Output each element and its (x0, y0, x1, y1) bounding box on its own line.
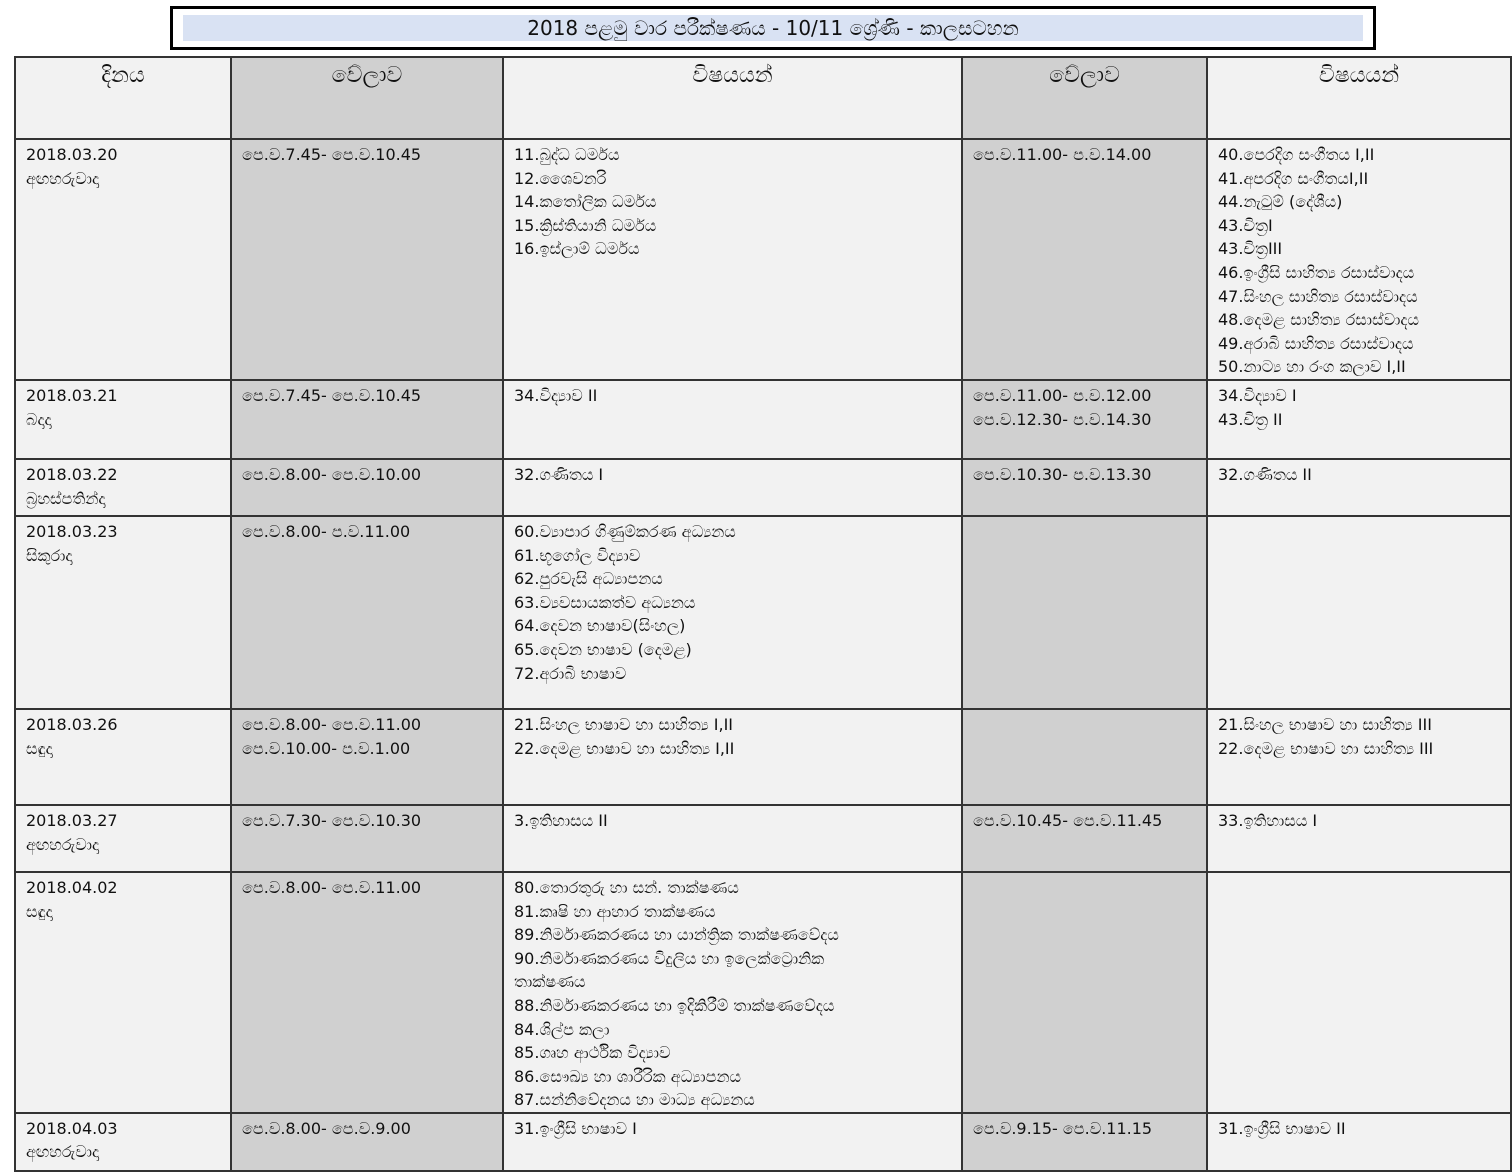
time-cell-1 (231, 872, 503, 1113)
time-slot: පෙ.ව.7.45- පෙ.ව.10.45 (242, 385, 422, 405)
subject-item: 32.ගණිතය II (1218, 464, 1312, 484)
time-cell-1 (231, 459, 503, 516)
subjects-cell-1 (503, 139, 962, 380)
subject-item: 47.සිංහල සාහිත්‍ය රසාස්වාදය (1218, 286, 1418, 306)
time-cell-1 (231, 709, 503, 805)
subject-item: තාක්ෂණය (514, 972, 586, 992)
header-subjects-2: විෂයයන් (1207, 57, 1511, 139)
time-cell-1 (231, 1113, 503, 1171)
subjects-cell-1 (503, 459, 962, 516)
subject-item: 43.චිත්‍ර II (1218, 409, 1283, 429)
header-subjects-1: විෂයයන් (503, 57, 962, 139)
subject-item: 80.තොරතුරු හා සන්. තාක්ෂණය (514, 877, 739, 897)
subject-item: 88.නිර්මාණකරණය හා ඉදිකිරීම් තාක්ෂණවේදය (514, 995, 835, 1015)
time-slot: පෙ.ව.8.00- පෙ.ව.9.00 (242, 1118, 411, 1138)
table-row (15, 709, 1511, 805)
subject-item: 43.චිත්‍රI (1218, 215, 1273, 235)
subject-item: 46.ඉංග්‍රීසි සාහිත්‍ය රසාස්වාදය (1218, 262, 1415, 282)
date-cell (15, 516, 231, 709)
table-row (15, 872, 1511, 1113)
time-slot: පෙ.ව.11.00- ප.ව.14.00 (973, 145, 1152, 164)
subject-item: 43.චිත්‍රIII (1218, 239, 1283, 259)
time-cell-2 (962, 516, 1207, 709)
time-cell-2 (962, 459, 1207, 516)
table-row (15, 516, 1511, 709)
subject-item: 21.සිංහල භාෂාව හා සාහිත්‍ය III (1218, 714, 1432, 734)
table-row (15, 1113, 1511, 1171)
subject-item: 31.ඉංග්‍රීසි භාෂාව II (1218, 1118, 1346, 1138)
exam-weekday: අඟහරුවාදා (26, 1142, 100, 1162)
subjects-cell-1 (503, 709, 962, 805)
subjects-cell-2 (1207, 380, 1511, 459)
subject-item: 48.දෙමළ සාහිත්‍ය රසාස්වාදය (1218, 310, 1419, 330)
date-cell (15, 709, 231, 805)
date-cell (15, 872, 231, 1113)
exam-date: 2018.04.03 (26, 1118, 118, 1138)
subject-item: 41.අපරදිග සංගීතයI,II (1218, 168, 1369, 188)
subject-item: 34.විද්‍යාව II (514, 385, 598, 405)
subject-item: 44.නැටුම් (දේශීය) (1218, 192, 1343, 212)
time-slot: පෙ.ව.10.00- ප.ව.1.00 (242, 738, 411, 758)
subject-item: 72.අරාබි භාෂාව (514, 663, 627, 683)
exam-weekday: බ්‍රහස්පතින්දා (26, 488, 106, 508)
table-row (15, 805, 1511, 872)
time-cell-1 (231, 139, 503, 380)
time-slot: පෙ.ව.8.00- පෙ.ව.10.00 (242, 464, 422, 484)
subjects-cell-2 (1207, 139, 1511, 380)
time-cell-2 (962, 380, 1207, 459)
time-slot: පෙ.ව.10.30- ප.ව.13.30 (973, 464, 1152, 484)
subject-item: 87.සන්නිවේදනය හා මාධ්‍ය අධ්‍යනය (514, 1090, 755, 1110)
date-cell (15, 805, 231, 872)
time-slot: පෙ.ව.8.00- පෙ.ව.11.00 (242, 877, 422, 897)
header-time-2: වේලාව (962, 57, 1207, 139)
time-slot: පෙ.ව.10.45- පෙ.ව.11.45 (973, 810, 1163, 830)
exam-date: 2018.04.02 (26, 877, 118, 897)
time-cell-2 (962, 1113, 1207, 1171)
subject-item: 31.ඉංග්‍රීසි භාෂාව I (514, 1118, 637, 1138)
subjects-cell-2 (1207, 709, 1511, 805)
subject-item: 22.දෙමළ භාෂාව හා සාහිත්‍ය I,II (514, 738, 735, 758)
subject-item: 14.කතෝලික ධර්මය (514, 192, 657, 212)
time-cell-1 (231, 805, 503, 872)
subject-item: 11.බුද්ධ ධර්මය (514, 145, 620, 164)
title-frame (170, 6, 1376, 50)
time-slot: පෙ.ව.7.45- පෙ.ව.10.45 (242, 145, 422, 164)
exam-weekday: බදාදා (26, 409, 52, 429)
subjects-cell-2 (1207, 459, 1511, 516)
table-row (15, 380, 1511, 459)
subject-item: 32.ගණිතය I (514, 464, 604, 484)
subject-item: 3.ඉතිහාසය II (514, 810, 608, 830)
subjects-cell-1 (503, 805, 962, 872)
exam-date: 2018.03.23 (26, 521, 118, 541)
subject-item: 22.දෙමළ භාෂාව හා සාහිත්‍ය III (1218, 738, 1434, 758)
exam-date: 2018.03.22 (26, 464, 118, 484)
subject-item: 84.ශිල්ප කලා (514, 1019, 610, 1039)
exam-weekday: අඟහරුවාදා (26, 168, 100, 188)
table-row (15, 459, 1511, 516)
table-row (15, 139, 1511, 380)
time-slot: පෙ.ව.7.30- පෙ.ව.10.30 (242, 810, 422, 830)
subject-item: 64.දෙවන භාෂාව(සිංහල) (514, 616, 686, 636)
subject-item: 63.ව්‍යවසායකත්ව අධ්‍යනය (514, 592, 696, 612)
time-slot: පෙ.ව.8.00- පෙ.ව.11.00 (242, 714, 422, 734)
time-cell-2 (962, 709, 1207, 805)
time-cell-1 (231, 516, 503, 709)
subject-item: 85.ගෘහ ආර්ථික විද්‍යාව (514, 1043, 671, 1063)
subject-item: 40.පෙරදිග සංගීතය I,II (1218, 145, 1375, 164)
time-slot: පෙ.ව.8.00- ප.ව.11.00 (242, 521, 411, 541)
date-cell (15, 380, 231, 459)
subject-item: 62.පුරවැසි අධ්‍යාපනය (514, 569, 663, 589)
time-cell-1 (231, 380, 503, 459)
header-date: දිනය (15, 57, 231, 139)
subjects-cell-1 (503, 1113, 962, 1171)
subjects-cell-2 (1207, 1113, 1511, 1171)
time-slot: පෙ.ව.9.15- පෙ.ව.11.15 (973, 1118, 1153, 1138)
subjects-cell-1 (503, 516, 962, 709)
subjects-cell-1 (503, 872, 962, 1113)
subject-item: 61.භූගෝල විද්‍යාව (514, 545, 641, 565)
subject-item: 50.නාට්‍ය හා රංග කලාව I,II (1218, 357, 1406, 377)
subjects-cell-2 (1207, 805, 1511, 872)
header-time-1: වේලාව (231, 57, 503, 139)
date-cell (15, 1113, 231, 1171)
time-slot: පෙ.ව.11.00- ප.ව.12.00 (973, 385, 1152, 405)
subject-item: 34.විද්‍යාව I (1218, 385, 1297, 405)
exam-date: 2018.03.20 (26, 145, 118, 164)
date-cell (15, 139, 231, 380)
subject-item: 16.ඉස්ලාම් ධර්මය (514, 239, 640, 259)
subject-item: 65.දෙවන භාෂාව (දෙමළ) (514, 639, 692, 659)
time-cell-2 (962, 139, 1207, 380)
time-cell-2 (962, 805, 1207, 872)
exam-date: 2018.03.27 (26, 810, 118, 830)
exam-weekday: සඳුදා (26, 901, 53, 921)
exam-weekday: සිකුරාදා (26, 545, 73, 565)
exam-date: 2018.03.26 (26, 714, 118, 734)
exam-timetable (14, 56, 1512, 1172)
date-cell (15, 459, 231, 516)
subject-item: 12.ශෛවනරි (514, 168, 607, 188)
subject-item: 81.කෘෂි හා ආහාර තාක්ෂණය (514, 901, 716, 921)
time-slot: පෙ.ව.12.30- ප.ව.14.30 (973, 409, 1152, 429)
exam-date: 2018.03.21 (26, 385, 118, 405)
subject-item: 15.ක්‍රිස්තියානි ධර්මය (514, 215, 657, 235)
subject-item: 89.නිර්මාණකරණය හා යාන්ත්‍රික තාක්ෂණවේදය (514, 925, 839, 945)
time-cell-2 (962, 872, 1207, 1113)
subject-item: 21.සිංහල භාෂාව හා සාහිත්‍ය I,II (514, 714, 734, 734)
page-title: 2018 පළමු වාර පරීක්ෂණය - 10/11 ශ්‍රේණි - කාලසටහන (183, 15, 1363, 41)
subject-item: 33.ඉතිහාසය I (1218, 810, 1318, 830)
subject-item: 60.ව්‍යාපාර ගිණුම්කරණ අධ්‍යනය (514, 521, 736, 541)
subject-item: 90.නිර්මාණකරණය විදුලිය හා ඉලෙක්ට්‍රොනික (514, 948, 825, 968)
subjects-cell-2 (1207, 872, 1511, 1113)
subject-item: 86.සෞඛ්‍ය හා ශාරීරික අධ්‍යාපනය (514, 1066, 742, 1086)
subject-item: 49.අරාබි සාහිත්‍ය රසාස්වාදය (1218, 333, 1414, 353)
exam-weekday: අඟහරුවාදා (26, 834, 100, 854)
exam-weekday: සඳුදා (26, 738, 53, 758)
header-row (15, 57, 1511, 139)
subjects-cell-2 (1207, 516, 1511, 709)
subjects-cell-1 (503, 380, 962, 459)
